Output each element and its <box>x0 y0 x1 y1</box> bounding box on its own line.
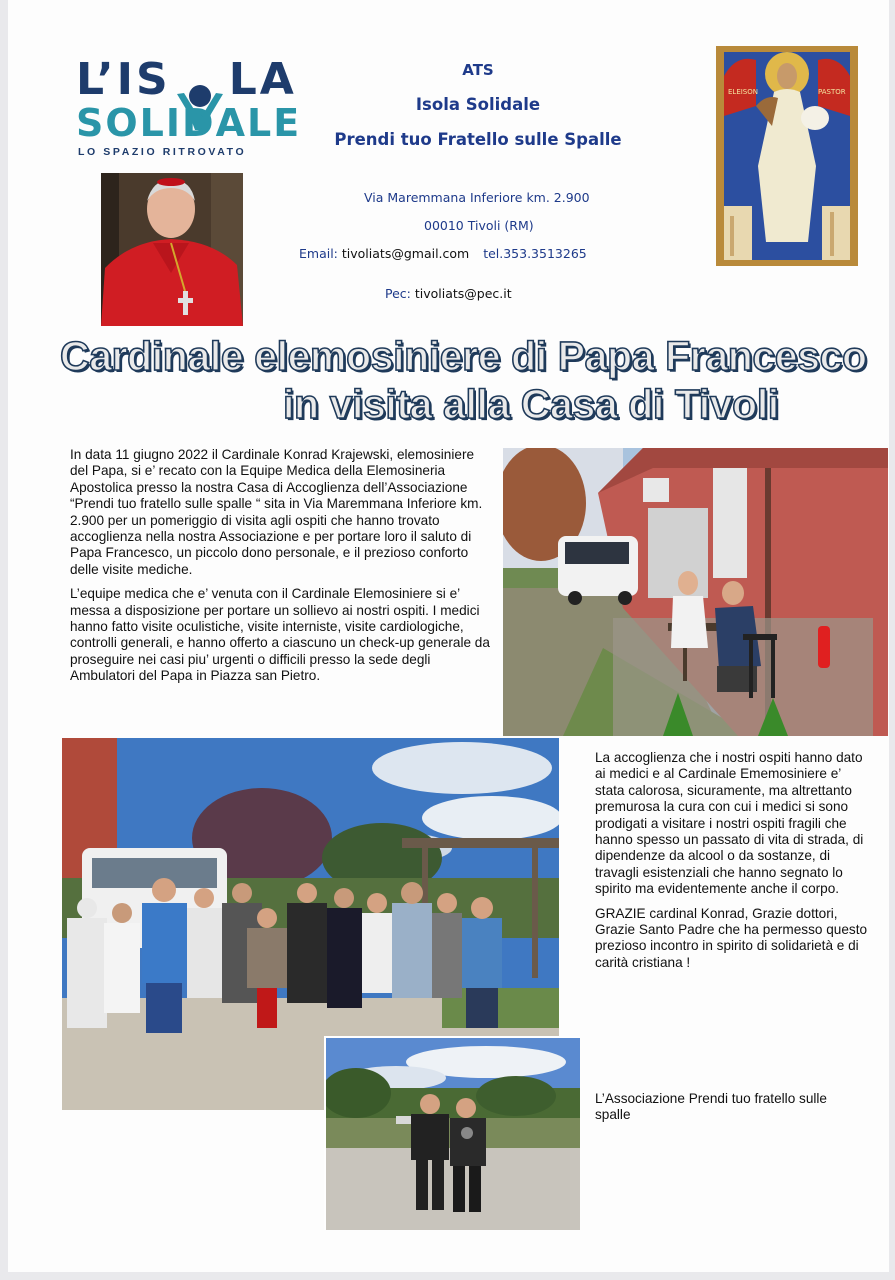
article-paragraph-2: L’equipe medica che e’ venuta con il Cardinale Elemosiniere si e’ messa a disposizione per portare un sollievo ai nostri ospiti. I medici hanno fatto visite oculistiche, visite interniste, visite cardiologiche, controlli generali, e hanno offerto a ciascuno un check-up generale da proseguire nei casi piu’ urgenti o difficili presso la sede degli Ambulatori del Papa in Piazza san Pietro. <box>70 586 490 684</box>
article-paragraph-4: GRAZIE cardinal Konrad, Grazie dottori, Grazie Santo Padre che ha permesso questo prezioso incontro in spirito di solidarietà e di carità cristiana ! <box>595 905 868 970</box>
icon-label-right: PASTOR <box>818 88 846 96</box>
icon-label-left: ELEISON <box>728 88 758 96</box>
email-label: Email: <box>299 246 338 261</box>
logo-line2: SOLIDALE <box>76 101 302 145</box>
two-men-photo <box>324 1036 580 1230</box>
address-line1: Via Maremmana Inferiore km. 2.900 <box>364 190 590 205</box>
contact-line <box>299 246 587 261</box>
article-column-left <box>70 447 490 693</box>
pec-link[interactable]: tivoliats@pec.it <box>414 286 512 301</box>
logo-text-b: LA <box>228 54 297 105</box>
logo-line1 <box>76 54 297 105</box>
logo-text-a: L’IS <box>76 54 171 105</box>
headline-line1: Cardinale elemosiniere di Papa Francesco <box>60 333 867 379</box>
address-line2: 00010 Tivoli (RM) <box>424 218 534 233</box>
cardinal-portrait <box>101 173 243 326</box>
medical-visit-photo <box>503 448 888 736</box>
header-assoc: Prendi tuo Fratello sulle Spalle <box>334 130 622 149</box>
pec-label: Pec: <box>385 286 411 301</box>
document-page <box>8 0 889 1272</box>
header-ats: ATS <box>462 61 494 79</box>
header-org: Isola Solidale <box>415 95 541 114</box>
signature: L’Associazione Prendi tuo fratello sulle spalle <box>595 1091 827 1123</box>
pec-line <box>385 286 512 301</box>
email-link[interactable]: tivoliats@gmail.com <box>341 246 470 261</box>
article-paragraph-3: La accoglienza che i nostri ospiti hanno dato ai medici e al Cardinale Ememosiniere e’ stata calorosa, sicuramente, ma altrettanto premurosa la cura con cui i medici si sono prodigati a visitare i nostri ospiti fragili che hanno spesso un passato di vita di strada, di dipendenze da alcool o da sostanze, di travagli esistenziali che hanno segnato lo spirito ma evidentemente anche il corpo. <box>595 750 864 897</box>
phone-number: tel.353.3513265 <box>483 246 587 261</box>
logo-tagline: LO SPAZIO RITROVATO <box>78 146 247 158</box>
article-paragraph-1: In data 11 giugno 2022 il Cardinale Konrad Krajewski, elemosiniere del Papa, si e’ recato con la Equipe Medica della Elemosineria Apostolica presso la nostra Casa di Accoglienza dell’Associazione “Prendi tuo fratello sulle spalle “ sita in Via Maremmana Inferiore km. 2.900 per un pomeriggio di visita agli ospiti che hanno trovato accoglienza nella nostra Associazione e per portare loro il saluto di Papa Francesco, un piccolo dono personale, e il prezioso conforto delle visite mediche. <box>70 447 483 577</box>
headline-line2: in visita alla Casa di Tivoli <box>283 381 779 427</box>
article-column-right <box>595 750 871 979</box>
christ-shepherd-icon-image <box>716 46 858 266</box>
